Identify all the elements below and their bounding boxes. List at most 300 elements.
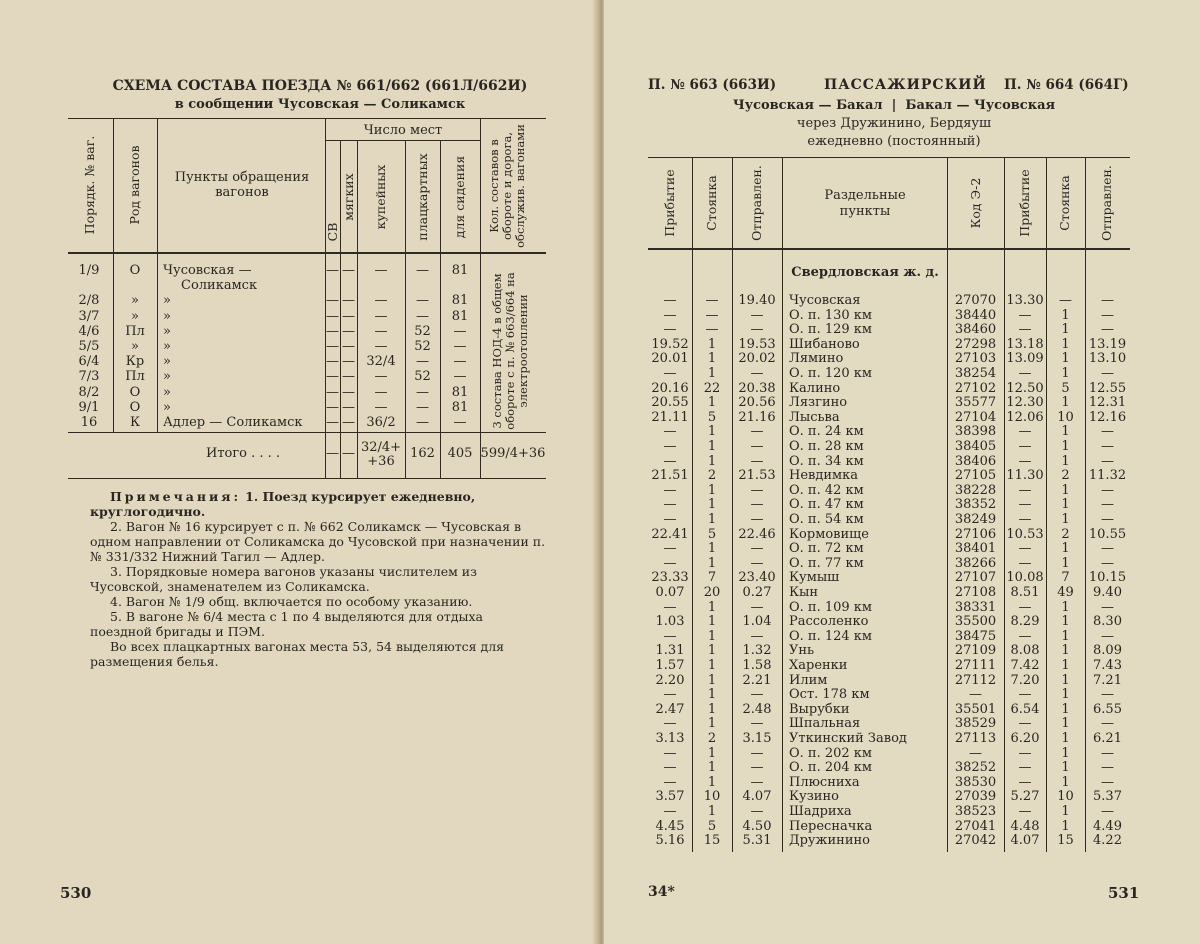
timetable-cell-d: — bbox=[750, 497, 764, 513]
note-6: Во всех плацкартных вагонах места 53, 54 выделяются для размещения белья. bbox=[90, 639, 505, 669]
timetable-cell-name: О. п. 130 км bbox=[789, 307, 873, 323]
timetable-cell-s: 7 bbox=[707, 570, 717, 586]
composition-cell-sit: 81 bbox=[451, 293, 469, 309]
route-line: Чусовская — Бакал | Бакал — Чусовская bbox=[732, 98, 1056, 113]
composition-cell-sv: — bbox=[326, 293, 339, 309]
composition-cell-sit: 81 bbox=[451, 399, 469, 415]
timetable-cell-a: — bbox=[663, 760, 677, 776]
route-schedule: ежедневно (постоянный) bbox=[807, 134, 981, 149]
composition-cell-platz: 52 bbox=[414, 339, 431, 354]
timetable-cell-d2: — bbox=[1101, 774, 1114, 790]
timetable-cell-code: 27107 bbox=[954, 570, 997, 586]
timetable-cell-s: 1 bbox=[707, 774, 717, 790]
timetable-cell-d2: 4.22 bbox=[1093, 833, 1122, 849]
composition-cell-n: 8/2 bbox=[78, 384, 100, 400]
composition-cell-kind: О bbox=[129, 384, 141, 400]
timetable-cell-code: — bbox=[969, 687, 982, 703]
composition-cell-sv bbox=[325, 279, 340, 293]
timetable-cell-name: Унь bbox=[789, 643, 815, 659]
composition-cell-sit bbox=[440, 279, 480, 293]
timetable-cell-name: Шадриха bbox=[789, 804, 852, 819]
timetable-cell-code: 38398 bbox=[954, 424, 997, 440]
header-coupe: купейных bbox=[373, 164, 388, 230]
timetable-cell-a2: 13.18 bbox=[1006, 336, 1044, 352]
composition-cell-coupe: — bbox=[374, 384, 388, 400]
composition-cell-platz: — bbox=[416, 308, 429, 324]
timetable-cell-a2: 12.30 bbox=[1006, 395, 1044, 411]
note-3: 3. Порядковые номера вагонов указаны числителем из Чусовской, знаменателем из Соликамска. bbox=[90, 564, 477, 594]
composition-cell-sit: — bbox=[453, 323, 467, 339]
timetable-cell-a: — bbox=[663, 555, 677, 571]
timetable-cell-name: Ост. 178 км bbox=[789, 687, 870, 703]
timetable-cell-name: Лысьва bbox=[789, 409, 840, 425]
timetable-cell-a2: 10.53 bbox=[1006, 526, 1044, 542]
total-label: Итого . . . . bbox=[206, 446, 281, 461]
timetable-cell-a2: — bbox=[1018, 307, 1032, 323]
timetable-cell-d2: — bbox=[1101, 555, 1114, 571]
timetable-cell-d2: — bbox=[1101, 760, 1114, 776]
timetable-cell-d2: 7.43 bbox=[1093, 658, 1122, 673]
timetable-cell-a2: — bbox=[1018, 804, 1032, 819]
timetable-cell-a: 1.57 bbox=[655, 658, 685, 673]
timetable-cell-a: 0.07 bbox=[655, 585, 685, 600]
composition-cell-coupe: 32/4 bbox=[366, 354, 396, 370]
timetable-cell-d2: 13.10 bbox=[1088, 351, 1127, 367]
timetable-cell-a2: — bbox=[1018, 424, 1032, 440]
timetable-cell-s: 2 bbox=[707, 468, 717, 484]
timetable-cell-d2: — bbox=[1101, 687, 1114, 703]
timetable-cell-s2: 1 bbox=[1061, 482, 1070, 498]
timetable-cell-s: 1 bbox=[707, 497, 717, 513]
timetable-cell-d2: 6.21 bbox=[1093, 731, 1122, 746]
timetable-cell-a2: — bbox=[1018, 439, 1032, 454]
timetable-cell-code: 38529 bbox=[954, 716, 997, 732]
composition-cell-soft: — bbox=[342, 415, 355, 430]
timetable-cell-s2: 1 bbox=[1061, 760, 1070, 776]
composition-cell-n: 1/9 bbox=[78, 263, 100, 278]
timetable-cell-a: — bbox=[663, 366, 677, 381]
total-sv: — bbox=[326, 446, 339, 461]
timetable-cell-s2: 1 bbox=[1061, 336, 1070, 352]
timetable-cell-a2: 4.48 bbox=[1010, 818, 1040, 834]
timetable-cell-s2: 1 bbox=[1061, 774, 1070, 790]
timetable-cell-s2: 1 bbox=[1061, 366, 1070, 381]
total-count: 599/4+36 bbox=[480, 446, 546, 461]
timetable-cell-s: 1 bbox=[707, 804, 717, 819]
timetable-cell-s: 1 bbox=[707, 336, 717, 352]
header-seats: Число мест bbox=[363, 123, 443, 138]
timetable-cell-d: 19.40 bbox=[738, 293, 776, 308]
composition-cell-kind: К bbox=[129, 415, 141, 430]
timetable-cell-d: 1.32 bbox=[742, 643, 772, 659]
timetable-cell-code: 27109 bbox=[954, 643, 997, 659]
timetable-cell-name: О. п. 202 км bbox=[789, 745, 873, 761]
header-code: Код Э-2 bbox=[968, 177, 983, 229]
header-soft: мягких bbox=[341, 173, 356, 221]
timetable-cell-d2: — bbox=[1101, 745, 1114, 761]
timetable-cell-d: 23.40 bbox=[738, 570, 776, 586]
composition-cell-n: 3/7 bbox=[78, 308, 100, 324]
composition-cell-coupe: — bbox=[374, 263, 388, 278]
timetable-cell-name: Лямино bbox=[789, 351, 844, 367]
total-soft: — bbox=[342, 446, 355, 461]
timetable-cell-s: 5 bbox=[707, 409, 717, 425]
timetable-cell-a: — bbox=[663, 512, 677, 527]
timetable-cell-a2: 8.08 bbox=[1010, 643, 1040, 659]
timetable-cell-d2: — bbox=[1101, 439, 1114, 454]
timetable-cell-s: — bbox=[705, 322, 719, 338]
timetable-cell-d: — bbox=[750, 482, 764, 498]
timetable-cell-name: Илим bbox=[789, 672, 828, 688]
composition-cell-soft: — bbox=[342, 369, 355, 385]
timetable-cell-d: 19.53 bbox=[738, 336, 776, 352]
timetable-cell-s: 2 bbox=[707, 731, 717, 746]
timetable-cell-d2: 12.31 bbox=[1088, 395, 1127, 411]
timetable-cell-s: 1 bbox=[707, 366, 717, 381]
timetable-cell-name: Невдимка bbox=[789, 468, 859, 484]
timetable-cell-a: 20.01 bbox=[651, 351, 689, 367]
timetable-cell-code: 38523 bbox=[954, 804, 997, 819]
timetable-cell-d2: 7.21 bbox=[1093, 672, 1122, 688]
composition-cell-coupe bbox=[357, 279, 405, 293]
composition-cell-sit: — bbox=[453, 354, 467, 370]
composition-cell-point: » bbox=[163, 293, 171, 309]
header-sitting: для сидения bbox=[452, 155, 467, 239]
timetable-cell-d: 20.38 bbox=[738, 380, 776, 396]
timetable-cell-s: 1 bbox=[707, 614, 717, 630]
timetable-cell-s: 1 bbox=[707, 628, 717, 644]
composition-cell-platz: — bbox=[416, 263, 429, 278]
timetable-cell-d: — bbox=[750, 555, 764, 571]
timetable-cell-s2: 7 bbox=[1061, 570, 1070, 586]
header-sv: СВ bbox=[325, 222, 340, 242]
timetable-cell-code: 27103 bbox=[954, 351, 997, 367]
timetable-cell-name: Кумыш bbox=[789, 570, 840, 586]
timetable-cell-s2: 15 bbox=[1057, 833, 1074, 849]
timetable-cell-a2: — bbox=[1018, 745, 1032, 761]
timetable-cell-s2: 1 bbox=[1061, 555, 1070, 571]
timetable-cell-s2: 2 bbox=[1061, 468, 1070, 484]
composition-cell-point: Адлер — Соликамск bbox=[163, 415, 303, 430]
timetable-cell-a: — bbox=[663, 293, 677, 308]
header-departure-2: Отправлен. bbox=[1099, 165, 1114, 241]
timetable-cell-a2: — bbox=[1018, 453, 1032, 469]
timetable-cell-s2: 1 bbox=[1061, 512, 1070, 527]
composition-cell-kind: » bbox=[131, 339, 139, 354]
timetable-cell-a: — bbox=[663, 439, 677, 454]
composition-cell-sit: — bbox=[453, 339, 467, 354]
composition-cell-coupe: — bbox=[374, 323, 388, 339]
timetable-cell-name: Рассоленко bbox=[789, 614, 869, 630]
timetable-cell-d2: 8.09 bbox=[1093, 643, 1122, 659]
composition-cell-soft: — bbox=[342, 339, 355, 354]
timetable-cell-code: 27113 bbox=[954, 731, 997, 746]
timetable-cell-name: О. п. 34 км bbox=[789, 453, 864, 469]
timetable-cell-name: О. п. 109 км bbox=[789, 599, 873, 615]
total-platz: 162 bbox=[410, 446, 435, 461]
timetable-cell-s2: 1 bbox=[1061, 701, 1070, 717]
timetable-cell-code: 38401 bbox=[954, 541, 997, 557]
page-number-right: 531 bbox=[1108, 884, 1140, 902]
timetable-cell-a2: 7.42 bbox=[1010, 658, 1040, 673]
timetable-cell-a: — bbox=[663, 599, 677, 615]
timetable-cell-s2: 1 bbox=[1061, 424, 1070, 440]
composition-cell-soft bbox=[340, 279, 357, 293]
timetable-cell-d: — bbox=[750, 599, 764, 615]
timetable-cell-a2: 6.20 bbox=[1010, 731, 1040, 746]
timetable-cell-d2: — bbox=[1101, 497, 1114, 513]
timetable-cell-d2: 8.30 bbox=[1093, 614, 1122, 630]
total-sitting: 405 bbox=[447, 446, 473, 461]
timetable-cell-code: 38475 bbox=[954, 628, 997, 644]
timetable-cell-a: — bbox=[663, 424, 677, 440]
timetable-cell-name: Кормовище bbox=[789, 526, 869, 542]
compositions-note: 3 состава НОД-4 в общем обороте с п. № 663/664 на электроотоплении bbox=[490, 272, 530, 430]
timetable-cell-s: 20 bbox=[703, 585, 721, 600]
timetable-cell-d2: 10.55 bbox=[1088, 526, 1127, 542]
header-stop-2: Стоянка bbox=[1057, 175, 1072, 231]
timetable-cell-name: Кын bbox=[789, 585, 819, 600]
timetable-cell-code: 38530 bbox=[954, 774, 997, 790]
composition-cell-soft: — bbox=[342, 354, 355, 370]
train-number-left: П. № 663 (663И) bbox=[648, 77, 777, 93]
timetable-cell-a2: — bbox=[1018, 541, 1032, 557]
timetable-cell-code: 27108 bbox=[954, 585, 997, 600]
composition-cell-point: » bbox=[163, 339, 171, 354]
composition-cell-point: » bbox=[163, 354, 171, 370]
timetable-cell-s2: 5 bbox=[1061, 380, 1070, 396]
timetable-cell-a: 3.57 bbox=[655, 789, 685, 805]
timetable-cell-d2: — bbox=[1101, 293, 1114, 308]
timetable-cell-code: 38460 bbox=[954, 322, 997, 338]
railway-section: Свердловская ж. д. bbox=[791, 265, 939, 280]
timetable-cell-s: 1 bbox=[707, 351, 717, 367]
header-stations: Раздельные пункты bbox=[824, 188, 906, 219]
timetable-cell-s: 5 bbox=[707, 526, 717, 542]
timetable-cell-d2: 12.55 bbox=[1088, 380, 1127, 396]
timetable-cell-code: 35577 bbox=[954, 395, 997, 411]
timetable-cell-a2: 13.09 bbox=[1006, 351, 1044, 367]
timetable-cell-d2: — bbox=[1101, 599, 1114, 615]
timetable-cell-s: 1 bbox=[707, 482, 717, 498]
timetable-cell-s2: 1 bbox=[1061, 731, 1070, 746]
composition-cell-platz: 52 bbox=[414, 369, 431, 385]
timetable-cell-s2: 1 bbox=[1061, 687, 1070, 703]
timetable-cell-s2: 1 bbox=[1061, 351, 1070, 367]
timetable-cell-code: 38406 bbox=[954, 453, 997, 469]
timetable-cell-code: 38252 bbox=[954, 760, 997, 776]
timetable-cell-d: — bbox=[750, 760, 764, 776]
timetable-cell-a: 21.51 bbox=[651, 468, 689, 484]
timetable-cell-d2: 11.32 bbox=[1088, 468, 1127, 484]
timetable-cell-d2: — bbox=[1101, 307, 1114, 323]
timetable-cell-name: О. п. 204 км bbox=[789, 760, 873, 776]
timetable-cell-a2: 12.50 bbox=[1006, 380, 1044, 396]
timetable-cell-d2: 9.40 bbox=[1093, 585, 1122, 600]
timetable-cell-a2: 12.06 bbox=[1006, 409, 1044, 425]
total-coupe-2: +36 bbox=[367, 454, 395, 469]
timetable-cell-name: О. п. 124 км bbox=[789, 628, 873, 644]
header-stop: Стоянка bbox=[704, 175, 719, 231]
timetable-cell-code: 27106 bbox=[954, 526, 997, 542]
composition-cell-coupe: 36/2 bbox=[366, 415, 396, 430]
timetable-cell-s2: 1 bbox=[1061, 804, 1070, 819]
timetable-cell-code: 38228 bbox=[954, 482, 997, 498]
timetable-cell-d2: — bbox=[1101, 804, 1114, 819]
timetable-cell-a2: 4.07 bbox=[1010, 833, 1040, 849]
timetable-cell-s2: 1 bbox=[1061, 307, 1070, 323]
timetable-cell-a2: — bbox=[1018, 555, 1032, 571]
timetable-cell-s: 1 bbox=[707, 439, 717, 454]
timetable-cell-s2: 1 bbox=[1061, 599, 1070, 615]
timetable-cell-a: — bbox=[663, 541, 677, 557]
timetable-cell-d: — bbox=[750, 512, 764, 527]
timetable-cell-a: — bbox=[663, 307, 677, 323]
timetable-cell-a: — bbox=[663, 322, 677, 338]
composition-cell-sv: — bbox=[326, 323, 339, 339]
timetable-cell-a2: — bbox=[1018, 512, 1032, 527]
timetable-cell-name: Пересначка bbox=[789, 818, 873, 834]
page-number-left: 530 bbox=[60, 884, 92, 902]
composition-cell-point: » bbox=[163, 323, 171, 339]
timetable-cell-d2: — bbox=[1101, 541, 1114, 557]
timetable-cell-s2: 1 bbox=[1061, 439, 1070, 454]
timetable-cell-name: О. п. 42 км bbox=[789, 482, 864, 498]
composition-cell-sit: 81 bbox=[451, 263, 469, 278]
timetable-cell-name: Харенки bbox=[789, 658, 848, 673]
header-points: Пункты обращения вагонов bbox=[174, 170, 310, 200]
timetable-cell-d2: — bbox=[1101, 716, 1114, 732]
timetable-cell-d: 4.50 bbox=[742, 818, 772, 834]
timetable-cell-name: Кузино bbox=[789, 789, 839, 805]
timetable-cell-s2: 1 bbox=[1061, 541, 1070, 557]
composition-cell-sv: — bbox=[326, 263, 339, 278]
timetable-cell-d: — bbox=[750, 774, 764, 790]
header-arrival-2: Прибытие bbox=[1017, 169, 1032, 237]
composition-cell-point: » bbox=[163, 308, 171, 324]
timetable-cell-a: 23.33 bbox=[651, 570, 689, 586]
timetable-cell-d: 3.15 bbox=[742, 731, 772, 746]
timetable-cell-a2: — bbox=[1018, 628, 1032, 644]
timetable-cell-s2: 1 bbox=[1061, 453, 1070, 469]
timetable-cell-d: — bbox=[750, 307, 764, 323]
timetable-cell-code: 27105 bbox=[954, 468, 997, 484]
composition-cell-platz: 52 bbox=[414, 323, 431, 339]
timetable-cell-name: О. п. 77 км bbox=[789, 555, 864, 571]
timetable-cell-s2: 10 bbox=[1057, 789, 1074, 805]
timetable-cell-d: 5.31 bbox=[742, 833, 772, 849]
timetable-cell-d: — bbox=[750, 628, 764, 644]
timetable-cell-a: — bbox=[663, 453, 677, 469]
timetable-cell-a: — bbox=[663, 804, 677, 819]
timetable-cell-a: 22.41 bbox=[651, 526, 689, 542]
timetable-cell-a: — bbox=[663, 628, 677, 644]
timetable-cell-d: 1.04 bbox=[742, 614, 772, 630]
timetable-cell-name: Уткинский Завод bbox=[789, 731, 907, 746]
composition-cell-point: » bbox=[163, 369, 171, 385]
composition-cell-n: 7/3 bbox=[78, 369, 100, 385]
timetable-cell-s: 1 bbox=[707, 760, 717, 776]
notes-block bbox=[90, 489, 548, 669]
note-4: 4. Вагон № 1/9 общ. включается по особому указанию. bbox=[110, 594, 473, 609]
composition-cell-kind: О bbox=[129, 263, 141, 278]
composition-cell-platz bbox=[405, 279, 440, 293]
timetable-cell-s2: 1 bbox=[1061, 716, 1070, 732]
timetable-cell-code: 27111 bbox=[954, 658, 997, 673]
composition-cell-coupe: — bbox=[374, 399, 388, 415]
timetable-cell-s2: 1 bbox=[1061, 745, 1070, 761]
timetable-cell-s: 1 bbox=[707, 701, 717, 717]
timetable-cell-a2: — bbox=[1018, 482, 1032, 498]
composition-cell-soft: — bbox=[342, 323, 355, 339]
timetable-cell-a2: — bbox=[1018, 774, 1032, 790]
timetable-cell-a2: 8.29 bbox=[1010, 614, 1040, 630]
timetable-cell-d2: — bbox=[1101, 424, 1114, 440]
timetable-cell-d: — bbox=[750, 687, 764, 703]
timetable-cell-d: — bbox=[750, 804, 764, 819]
timetable-cell-d: 21.53 bbox=[738, 468, 776, 484]
timetable-cell-a: — bbox=[663, 482, 677, 498]
timetable-cell-d2: — bbox=[1101, 482, 1114, 498]
timetable-cell-a2: — bbox=[1018, 497, 1032, 513]
composition-cell-platz: — bbox=[416, 415, 429, 430]
timetable-cell-code: 35501 bbox=[954, 701, 997, 717]
timetable-cell-code: 27042 bbox=[954, 833, 997, 849]
timetable-cell-a2: 10.08 bbox=[1006, 570, 1044, 586]
composition-cell-sit: — bbox=[453, 415, 467, 430]
timetable-cell-code: 38249 bbox=[954, 512, 997, 527]
timetable-cell-s2: 10 bbox=[1057, 409, 1074, 425]
timetable-cell-name: О. п. 129 км bbox=[789, 322, 873, 338]
composition-cell-point: Чусовская — bbox=[163, 263, 252, 278]
timetable-cell-a: 21.11 bbox=[651, 409, 689, 425]
header-order: Порядк. № ваг. bbox=[82, 135, 97, 235]
timetable-cell-a: 5.16 bbox=[655, 833, 685, 849]
composition-cell-n bbox=[68, 279, 110, 293]
notes-heading: Примечания: bbox=[110, 489, 242, 504]
timetable-cell-s2: 1 bbox=[1061, 395, 1070, 411]
timetable-cell-s: 5 bbox=[707, 818, 717, 834]
timetable-cell-code: 35500 bbox=[954, 614, 997, 630]
composition-cell-sv: — bbox=[326, 354, 339, 370]
timetable-cell-code: 38440 bbox=[954, 307, 997, 323]
composition-cell-kind: Пл bbox=[125, 323, 145, 339]
timetable-cell-d: — bbox=[750, 541, 764, 557]
timetable-cell-d: — bbox=[750, 322, 764, 338]
timetable-cell-code: 27104 bbox=[954, 409, 997, 425]
route-via: через Дружинино, Бердяуш bbox=[796, 116, 992, 131]
timetable-cell-d: 2.48 bbox=[742, 701, 772, 717]
composition-cell-kind: » bbox=[131, 308, 139, 324]
timetable-cell-a: 4.45 bbox=[655, 818, 685, 834]
timetable-cell-a2: 6.54 bbox=[1010, 701, 1040, 717]
composition-cell-platz: — bbox=[416, 354, 429, 370]
timetable-cell-d: — bbox=[750, 366, 764, 381]
timetable-cell-d2: — bbox=[1101, 453, 1114, 469]
composition-cell-kind: » bbox=[131, 293, 139, 309]
timetable-cell-a: 1.31 bbox=[655, 643, 685, 659]
timetable-cell-s2: 1 bbox=[1061, 497, 1070, 513]
timetable-cell-a2: 8.51 bbox=[1010, 585, 1040, 600]
composition-cell-platz: — bbox=[416, 399, 429, 415]
timetable-cell-s: 1 bbox=[707, 541, 717, 557]
timetable-cell-d: 20.02 bbox=[738, 351, 776, 367]
timetable-cell-name: Шибаново bbox=[789, 336, 860, 352]
timetable-cell-code: 27102 bbox=[954, 380, 997, 396]
timetable-cell-a: 19.52 bbox=[651, 336, 689, 352]
timetable-cell-a2: 11.30 bbox=[1006, 468, 1044, 484]
train-scheme-subtitle: в сообщении Чусовская — Соликамск bbox=[174, 97, 466, 112]
